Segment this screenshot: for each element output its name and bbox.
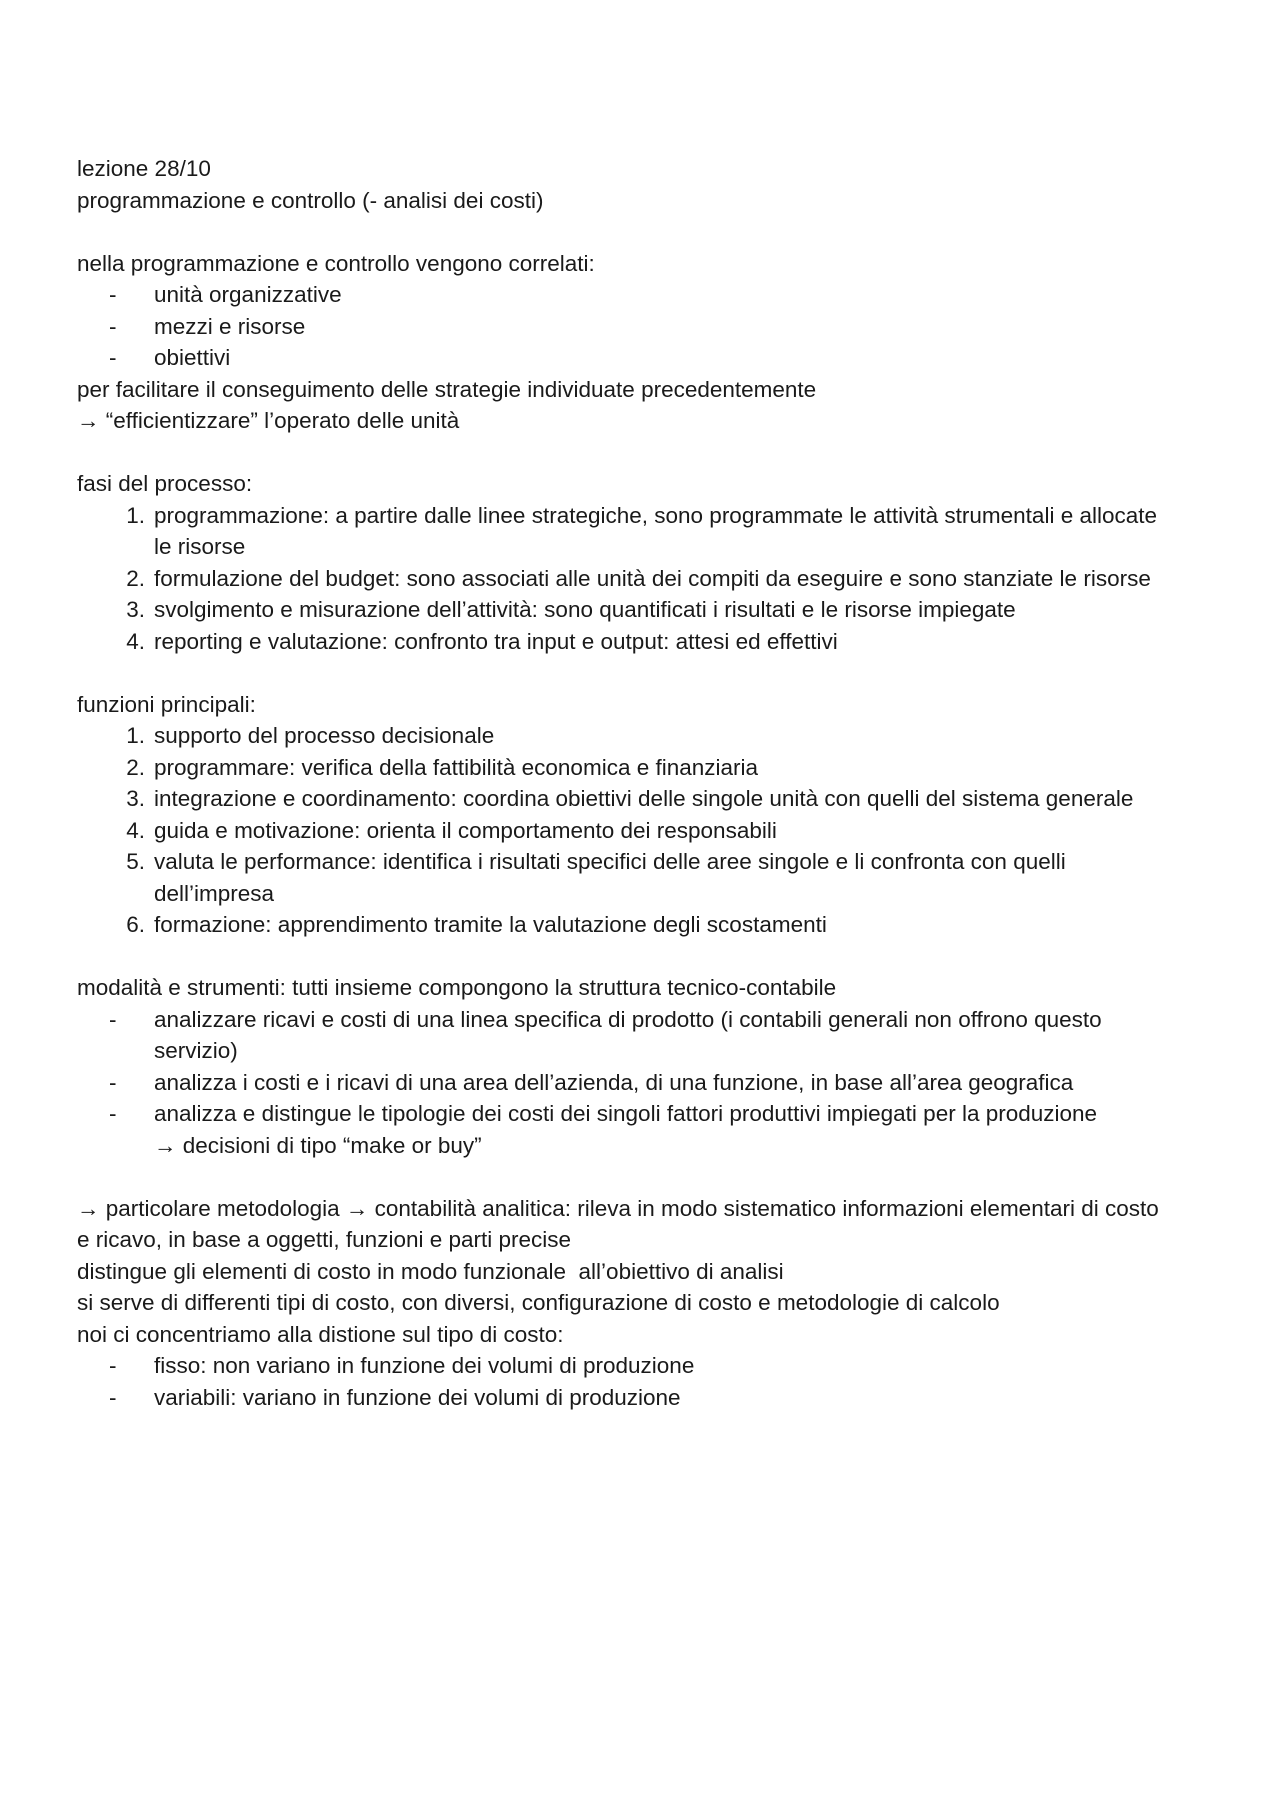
- fasi-list: [77, 500, 1170, 658]
- list-item: - fisso: non variano in funzione dei volumi di produzione: [77, 1350, 1170, 1382]
- dash-marker: -: [109, 1384, 117, 1410]
- list-item: - obiettivi: [77, 342, 1170, 374]
- intro-list: [77, 279, 1170, 374]
- funzioni-list: [77, 720, 1170, 941]
- spacer: [77, 437, 1170, 469]
- dash-marker: -: [109, 1101, 117, 1126]
- spacer: [77, 657, 1170, 689]
- intro-after-1: per facilitare il conseguimento delle strategie individuate precedentemente: [77, 376, 817, 402]
- list-item: 1. programmazione: a partire dalle linee strategiche, sono programmate le attività strumentali e allocate le risorse: [126, 502, 1158, 559]
- list-item: 4. reporting e valutazione: confronto tra input e output: attesi ed effettivi: [126, 628, 838, 654]
- list-item: - analizza e distingue le tipologie dei costi dei singoli fattori produttivi impiegati per la produzione: [77, 1098, 1170, 1130]
- list-item: 2. formulazione del budget: sono associati alle unità dei compiti da eseguire e sono stanziate le risorse: [126, 565, 1151, 591]
- modalita-heading: modalità e strumenti: tutti insieme compongono la struttura tecnico-contabile: [77, 975, 837, 1000]
- list-item: 6. formazione: apprendimento tramite la valutazione degli scostamenti: [126, 912, 827, 937]
- contabilita-line-4: noi ci concentriamo alla distione sul tipo di costo:: [77, 1321, 564, 1347]
- costo-list: [77, 1350, 1170, 1413]
- fasi-heading: fasi del processo:: [77, 471, 253, 496]
- list-item: 4. guida e motivazione: orienta il comportamento dei responsabili: [126, 817, 777, 843]
- contabilita-line-1: → particolare metodologia → contabilità analitica: rileva in modo sistematico informazioni elementari di costo e ricavo, in base a oggetti, funzioni e parti precise: [77, 1195, 1166, 1252]
- contabilita-line-2: distingue gli elementi di costo in modo funzionale all’obiettivo di analisi: [77, 1258, 784, 1284]
- list-item: 5. valuta le performance: identifica i risultati specifici delle aree singole e li confronta con quelli dell’impresa: [126, 849, 1066, 906]
- intro-after-2: → “efficientizzare” l’operato delle unità: [77, 408, 460, 433]
- dash-marker: -: [109, 345, 117, 370]
- modalita-followup: → decisioni di tipo “make or buy”: [154, 1132, 482, 1158]
- list-item: - analizzare ricavi e costi di una linea specifica di prodotto (i contabili generali non offrono questo servizio): [77, 1004, 1170, 1067]
- dash-marker: -: [109, 1006, 117, 1032]
- list-item: 1. supporto del processo decisionale: [126, 723, 495, 748]
- spacer: [77, 941, 1170, 973]
- contabilita-line-3: si serve di differenti tipi di costo, con diversi, configurazione di costo e metodologie di calcolo: [77, 1290, 1000, 1315]
- list-item: - variabili: variano in funzione dei volumi di produzione: [77, 1382, 1170, 1414]
- modalita-list: [77, 1004, 1170, 1130]
- page-title: lezione 28/10: [77, 156, 211, 181]
- spacer: [77, 216, 1170, 248]
- list-item: - unità organizzative: [77, 279, 1170, 311]
- list-item: 3. svolgimento e misurazione dell’attività: sono quantificati i risultati e le risorse impiegate: [126, 597, 1016, 622]
- list-item: - mezzi e risorse: [77, 311, 1170, 343]
- funzioni-heading: funzioni principali:: [77, 691, 256, 717]
- list-item: - analizza i costi e i ricavi di una area dell’azienda, di una funzione, in base all’area geografica: [77, 1067, 1170, 1099]
- dash-marker: -: [109, 1353, 117, 1378]
- list-item: 3. integrazione e coordinamento: coordina obiettivi delle singole unità con quelli del sistema generale: [126, 786, 1134, 811]
- spacer: [77, 1161, 1170, 1193]
- dash-marker: -: [109, 313, 117, 339]
- list-item: 2. programmare: verifica della fattibilità economica e finanziaria: [126, 754, 759, 780]
- dash-marker: -: [109, 1069, 117, 1095]
- page-subtitle: programmazione e controllo (- analisi dei costi): [77, 187, 544, 213]
- intro-lead: nella programmazione e controllo vengono correlati:: [77, 250, 595, 276]
- dash-marker: -: [109, 282, 117, 307]
